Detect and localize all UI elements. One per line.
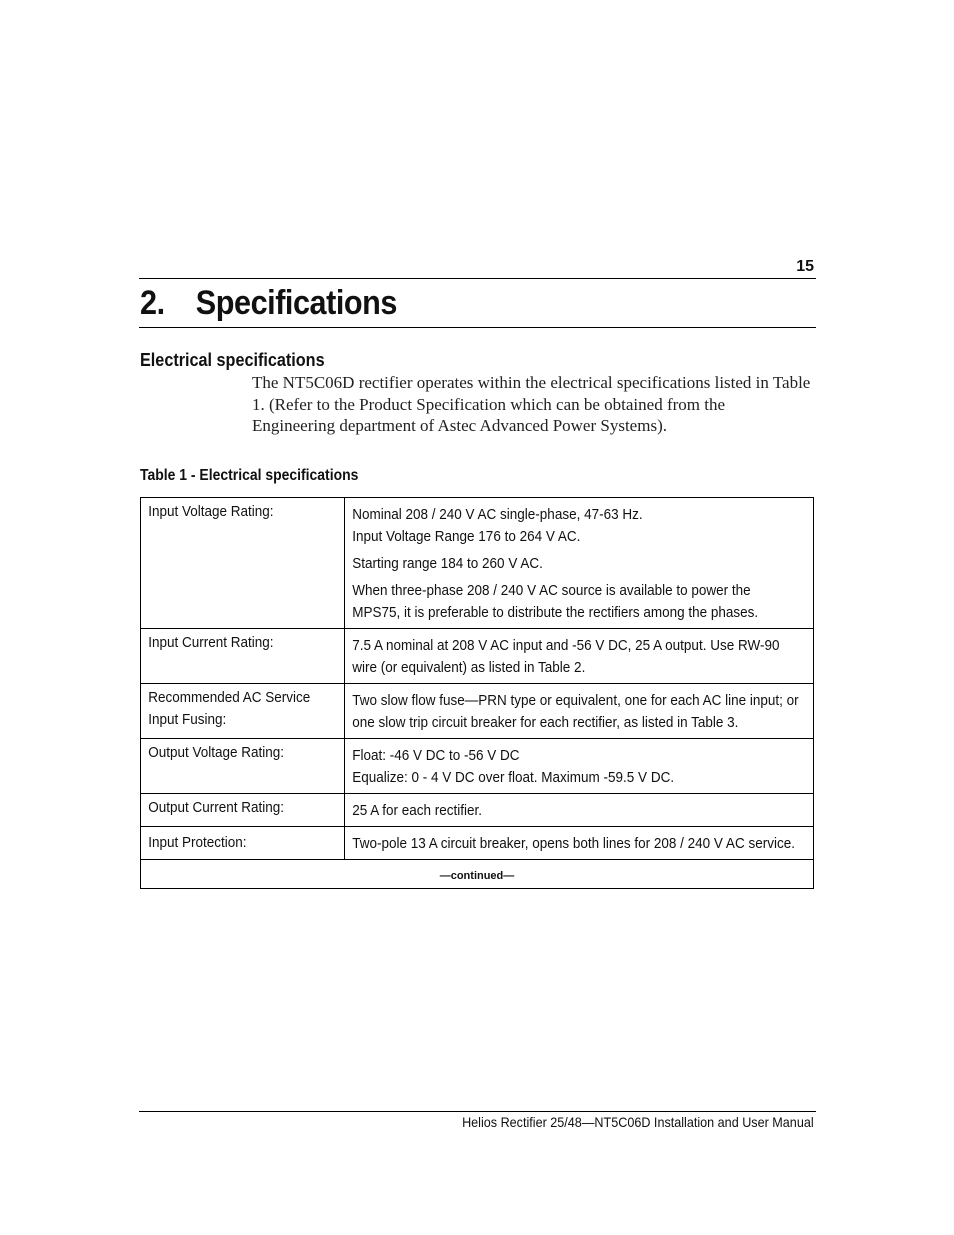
row-value-cell xyxy=(345,498,814,629)
row-label: Input Protection: xyxy=(148,833,247,851)
table-row xyxy=(141,827,814,860)
row-label-cell xyxy=(141,629,345,684)
table-row xyxy=(141,498,814,629)
row-label-cell xyxy=(141,684,345,739)
footer-text: Helios Rectifier 25/48—NT5C06D Installation and User Manual xyxy=(462,1114,814,1130)
row-value-cell xyxy=(345,794,814,827)
table-row xyxy=(141,794,814,827)
intro-paragraph: The NT5C06D rectifier operates within the electrical specifications listed in Table 1. (Refer to the Product Specification which can be obtained from the Engineering department of Astec Advanced Power Systems). xyxy=(252,373,811,435)
row-value-line: Two slow flow fuse—PRN type or equivalent, one for each AC line input; or one slow trip circuit breaker for each rectifier, as listed in Table 3. xyxy=(352,692,799,731)
footer-rule xyxy=(139,1111,816,1112)
row-label-cell xyxy=(141,827,345,860)
row-value-cell xyxy=(345,739,814,794)
row-label: Input Voltage Rating: xyxy=(148,503,274,520)
continued-cell xyxy=(141,860,814,889)
table-continued-row xyxy=(141,860,814,889)
row-label-cell xyxy=(141,739,345,794)
row-value-line: Float: -46 V DC to -56 V DC Equalize: 0 - 4 V DC over float. Maximum -59.5 V DC. xyxy=(352,747,675,786)
row-value-line: 25 A for each rectifier. xyxy=(352,802,483,819)
row-value-cell xyxy=(345,827,814,860)
table-row xyxy=(141,684,814,739)
chapter-title-text: Specifications xyxy=(195,284,397,322)
row-value-line: Nominal 208 / 240 V AC single-phase, 47-63 Hz. Input Voltage Range 176 to 264 V AC. xyxy=(352,506,643,545)
row-label: Output Voltage Rating: xyxy=(148,744,285,761)
row-value-line: When three-phase 208 / 240 V AC source is available to power the MPS75, it is preferable to distribute the rectifiers among the phases. xyxy=(352,582,759,621)
chapter-number: 2. xyxy=(140,284,165,322)
row-value-line: Two-pole 13 A circuit breaker, opens both lines for 208 / 240 V AC service. xyxy=(352,835,795,852)
row-label-cell xyxy=(141,794,345,827)
table-row xyxy=(141,739,814,794)
row-value-cell xyxy=(345,684,814,739)
spec-table xyxy=(140,497,814,889)
row-value-line: 7.5 A nominal at 208 V AC input and -56 V DC, 25 A output. Use RW-90 wire (or equivalent) as listed in Table 2. xyxy=(352,637,780,676)
row-label: Recommended AC Service Input Fusing: xyxy=(148,689,311,728)
header-rule xyxy=(139,278,816,279)
table-row xyxy=(141,629,814,684)
row-label-cell xyxy=(141,498,345,629)
row-value-line: Starting range 184 to 260 V AC. xyxy=(352,555,543,572)
row-label: Output Current Rating: xyxy=(148,799,285,816)
section-heading: Electrical specifications xyxy=(140,350,325,370)
title-rule xyxy=(139,327,816,328)
chapter-title xyxy=(140,284,397,323)
row-label: Input Current Rating: xyxy=(148,634,274,651)
page-number: 15 xyxy=(796,258,814,275)
row-value-cell xyxy=(345,629,814,684)
continued-label: —continued— xyxy=(439,869,515,882)
spec-table-body xyxy=(141,498,814,889)
table-caption: Table 1 - Electrical specifications xyxy=(140,467,359,484)
